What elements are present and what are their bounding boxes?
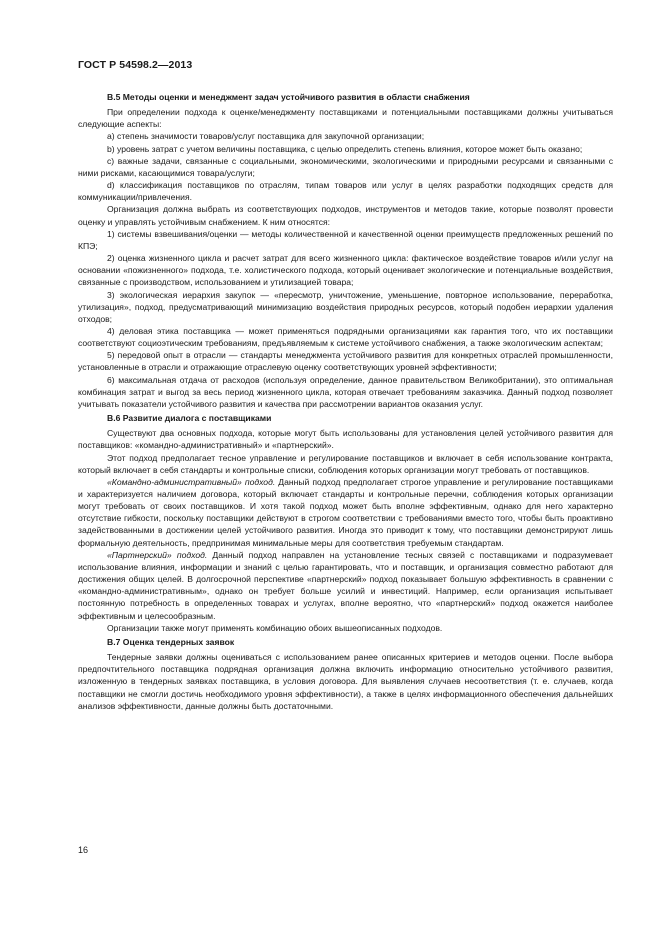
list-item-6: 6) максимальная отдача от расходов (используя определение, данное правительством Великобритании), это оптимальная комбинация затрат и выгод за весь период жизненного цикла, которая отвечает требованиям заказчика. Данный подход позволяет учитывать показатели устойчивого развития и качества при рассмотрении вариантов оказания услуг. bbox=[78, 374, 613, 409]
section-b7-title: В.7 Оценка тендерных заявок bbox=[107, 636, 235, 647]
list-item-a: a) степень значимости товаров/услуг поставщика для закупочной организации; bbox=[107, 131, 425, 142]
section-b5-title: В.5 Методы оценки и менеджмент задач устойчивого развития в области снабжения bbox=[107, 92, 470, 102]
section-b7-paragraph: Тендерные заявки должны оцениваться с использованием ранее описанных критериев и методов оценки. После выбора предпочтительного поставщика подрядная организация должна включить информацию относительно устойчивого развития, изложенную в тендерных заявках поставщика, в условия договора. Для выявления случаев несоответствия (т. е. случаев, когда поставщики не смогли достичь необходимого уровня эффективности), а также в целях информационного обеспечения дальнейших анализов эффективности, данные должны быть достаточными. bbox=[78, 652, 613, 711]
section-b6-partner-approach bbox=[78, 549, 613, 622]
section-b6-paragraph: Этот подход предполагает тесное управление и регулирование поставщиков и включает в себя использование контракта, который включает в себя стандарты и контрольные списки, соблюдения которых организации могут требовать от поставщиков. bbox=[78, 452, 613, 475]
partner-approach-text: Данный подход направлен на установление тесных связей с поставщиками и подразумевает использование влияния, информации и знаний с целью гарантировать, что и поставщик, и организация совместно работают для достижения общих целей. В долгосрочной перспективе «партнерский» подход показывает большую эффективность в сравнении с «командно-административным», однако он требует больше усилий и инвестиций. Например, если организация испытывает постоянную потребность в определенных товарах и услугах, вполне вероятно, что «партнерский» подход окажется наиболее эффективным и целесообразным. bbox=[78, 549, 614, 621]
section-b6-intro: Существуют два основных подхода, которые могут быть использованы для установления целей устойчивого развития для поставщиков: «командно-административный» и «партнерский». bbox=[78, 428, 613, 451]
list-item-4: 4) деловая этика поставщика — может применяться подрядными организациями как гарантия того, что их поставщики соответствуют социоэтическим требованиям, предъявляемым к системе устойчивого снабжения, а также экологическим аспектам; bbox=[78, 325, 613, 349]
list-item-3: 3) экологическая иерархия закупок — «пересмотр, уничтожение, уменьшение, повторное использование, переработка, утилизация», подход, предусматривающий минимизацию воздействия природных ресурсов, который подобен иерархии удаления отходов; bbox=[78, 289, 613, 324]
partner-approach-lead: «Партнерский» подход. bbox=[107, 549, 208, 560]
section-b6-combination: Организации также могут применять комбинацию обоих вышеописанных подходов. bbox=[107, 622, 443, 633]
document-header: ГОСТ Р 54598.2—2013 bbox=[78, 59, 193, 71]
command-approach-text: Данный подход предполагает строгое управление и регулирование поставщиками и характеризуется наличием договора, который включает стандарты и контрольные перечни, соблюдения которых организации могут требовать от своих поставщиков. И хотя такой подход может быть вполне эффективным, однако для него характерно отсутствие гибкости, поскольку поставщики действуют в строгом соответствии с требованиями вместо того, чтобы быть проактивно задействованными в достижении целей устойчивого развития. Иногда это приводит к тому, что поставщики демонстрируют лишь формальную деятельность, предпринимая минимальные меры для соответствия требуемым стандартам. bbox=[78, 476, 613, 548]
list-item-b: b) уровень затрат с учетом величины поставщика, с целью определить степень влияния, которое может быть оказано; bbox=[107, 143, 583, 154]
section-b6-title: В.6 Развитие диалога с поставщиками bbox=[107, 413, 272, 424]
section-b5-approaches: Организация должна выбрать из соответствующих подходов, инструментов и методов такие, которые позволят провести оценку и управлять устойчивым снабжением. К ним относятся: bbox=[78, 204, 613, 227]
list-item-1: 1) системы взвешивания/оценки — методы количественной и качественной оценки преимуществ предложенных решений по КПЭ; bbox=[78, 228, 613, 251]
list-item-d: d) классификация поставщиков по отраслям, типам товаров или услуг в целях разработки подходящих средств для коммуникации/привлечения. bbox=[78, 180, 613, 203]
command-approach-lead: «Командно-административный» подход. bbox=[107, 476, 276, 487]
document-body bbox=[78, 91, 613, 712]
list-item-2: 2) оценка жизненного цикла и расчет затрат для всего жизненного цикла: фактическое воздействие товаров и/или услуг на основании «пожизненного» подхода, т.е. холистического подхода, который оценивает экологические и потенциальные воздействия, связанные с производством, использованием и утилизацией товара; bbox=[78, 253, 613, 288]
section-b6-command-approach bbox=[78, 476, 613, 549]
list-item-c: c) важные задачи, связанные с социальными, экономическими, экологическими и природными ресурсами и связанными с ними рисками, касающимися товара/услуги; bbox=[78, 155, 613, 178]
page-number: 16 bbox=[78, 845, 89, 855]
section-b5-intro: При определении подхода к оценке/менеджменту поставщиками и потенциальными поставщиками должны учитываться следующие аспекты: bbox=[78, 107, 613, 130]
list-item-5: 5) передовой опыт в отрасли — стандарты менеджмента устойчивого развития для конкретных отраслей промышленности, установленные в отрасли и отражающие отраслевую оценку соответствующих уровней эффективности; bbox=[78, 350, 613, 373]
